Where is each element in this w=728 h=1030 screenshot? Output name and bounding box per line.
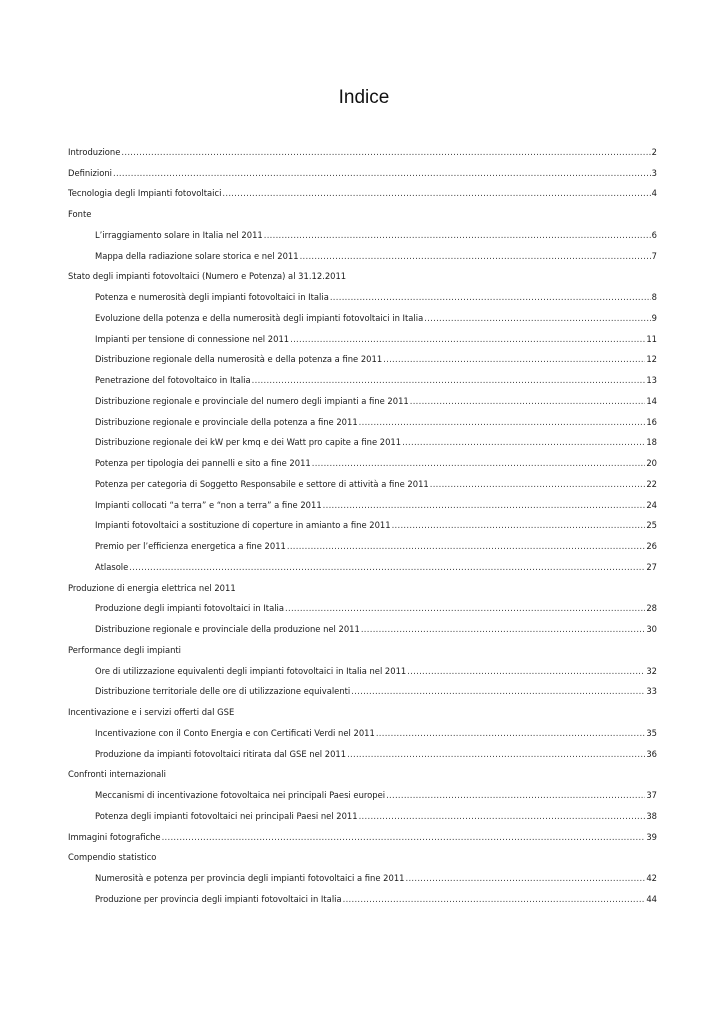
toc-subentry[interactable] [68, 677, 657, 698]
toc-subentry[interactable] [68, 594, 657, 615]
toc-entry-label: Potenza per categoria di Soggetto Responsabile e settore di attività a fine 2011 [95, 478, 429, 489]
toc-page-number: 25 [646, 520, 657, 531]
toc-entry-label: Definizioni [68, 167, 112, 178]
toc-entry-label: Potenza e numerosità degli impianti fotovoltaici in Italia [95, 292, 329, 302]
toc-dot-leader [252, 375, 646, 386]
toc-dot-leader [323, 500, 646, 511]
toc-dot-leader [392, 520, 646, 531]
toc-entry-label: Produzione da impianti fotovoltaici ritirata dal GSE nel 2011 [95, 748, 347, 759]
toc-subentry[interactable] [68, 386, 657, 407]
toc-entry-label: Meccanismi di incentivazione fotovoltaica nei principali Paesi europei [95, 790, 386, 800]
toc-page-number: 38 [646, 810, 657, 821]
toc-subentry[interactable] [68, 345, 657, 366]
toc-entry-label: Distribuzione territoriale delle ore di utilizzazione equivalenti [95, 686, 351, 697]
toc-subentry[interactable] [68, 303, 657, 324]
toc-entry-label: Mappa della radiazione solare storica e nel 2011 [95, 250, 299, 261]
toc-page-number: 22 [646, 478, 657, 489]
table-of-contents [68, 137, 657, 905]
toc-entry [68, 843, 657, 864]
toc-entry[interactable] [68, 158, 657, 179]
toc-entry-label: Ore di utilizzazione equivalenti degli impianti fotovoltaici in Italia nel 2011 [95, 665, 407, 676]
toc-page-number: 2 [651, 146, 657, 157]
toc-page-number: 14 [646, 395, 657, 406]
toc-entry-label: Produzione degli impianti fotovoltaici in Italia [95, 603, 285, 614]
toc-dot-leader [406, 873, 646, 884]
toc-dot-leader [300, 251, 651, 262]
toc-entry-label: Impianti collocati “a terra” e “non a terra” a fine 2011 [95, 499, 322, 510]
toc-entry [68, 760, 657, 781]
toc-dot-leader [383, 354, 645, 365]
toc-dot-leader [424, 313, 650, 324]
toc-entry-label: Incentivazione con il Conto Energia e con Certificati Verdi nel 2011 [95, 727, 375, 738]
toc-entry-label: Performance degli impianti [68, 644, 182, 655]
toc-subentry[interactable] [68, 884, 657, 905]
toc-entry-label: Atlasole [95, 561, 129, 572]
toc-entry-label: Distribuzione regionale della numerosità e della potenza a fine 2011 [95, 354, 383, 365]
toc-entry-label: Stato degli impianti fotovoltaici (Numero e Potenza) al 31.12.2011 [68, 271, 347, 282]
toc-entry[interactable] [68, 179, 657, 200]
toc-page-number: 13 [646, 375, 657, 385]
toc-page-number: 32 [646, 665, 657, 676]
toc-dot-leader [361, 624, 645, 635]
toc-page-number: 4 [651, 188, 657, 199]
toc-dot-leader [285, 603, 645, 614]
toc-entry-label: Produzione per provincia degli impianti fotovoltaici in Italia [95, 893, 342, 904]
toc-subentry[interactable] [68, 531, 657, 552]
toc-dot-leader [386, 790, 645, 801]
toc-entry-label: Distribuzione regionale dei kW per kmq e dei Watt pro capite a fine 2011 [95, 437, 402, 448]
toc-entry-label: Immagini fotografiche [68, 831, 161, 842]
toc-dot-leader [430, 479, 646, 490]
toc-subentry[interactable] [68, 511, 657, 532]
toc-dot-leader [287, 541, 645, 552]
toc-entry-label: Potenza degli impianti fotovoltaici nei principali Paesi nel 2011 [95, 810, 358, 821]
toc-subentry[interactable] [68, 780, 657, 801]
toc-entry-label: Incentivazione e i servizi offerti dal GSE [68, 707, 235, 717]
toc-entry-label: Produzione di energia elettrica nel 2011 [68, 582, 236, 593]
toc-subentry[interactable] [68, 365, 657, 386]
toc-page-number: 36 [646, 748, 657, 759]
toc-entry-label: Potenza per tipologia dei pannelli e sito a fine 2011 [95, 458, 311, 468]
toc-page-number: 37 [646, 790, 657, 800]
toc-dot-leader [330, 292, 651, 303]
toc-subentry[interactable] [68, 282, 657, 303]
toc-page-number: 42 [646, 873, 657, 883]
toc-dot-leader [264, 230, 651, 241]
toc-page-number: 16 [646, 416, 657, 427]
toc-subentry[interactable] [68, 324, 657, 345]
toc-page-number: 20 [646, 458, 657, 468]
toc-dot-leader [121, 147, 650, 158]
toc-dot-leader [351, 686, 645, 697]
toc-dot-leader [113, 168, 651, 179]
toc-subentry[interactable] [68, 614, 657, 635]
toc-subentry[interactable] [68, 241, 657, 262]
toc-subentry[interactable] [68, 490, 657, 511]
toc-subentry[interactable] [68, 656, 657, 677]
toc-dot-leader [312, 458, 646, 469]
page-title: Indice [338, 87, 390, 108]
toc-entry-label: Penetrazione del fotovoltaico in Italia [95, 375, 251, 385]
toc-subentry[interactable] [68, 428, 657, 449]
toc-entry-label: Tecnologia degli Impianti fotovoltaici [68, 188, 222, 199]
toc-page-number: 6 [651, 229, 657, 240]
toc-page-number: 33 [646, 686, 657, 697]
toc-page-number: 7 [651, 250, 657, 261]
toc-subentry[interactable] [68, 469, 657, 490]
toc-subentry[interactable] [68, 407, 657, 428]
toc-entry-label: Numerosità e potenza per provincia degli impianti fotovoltaici a fine 2011 [95, 873, 405, 883]
toc-entry-label: Premio per l’efficienza energetica a fine 2011 [95, 541, 286, 551]
toc-entry-label: Distribuzione regionale e provinciale della potenza a fine 2011 [95, 416, 358, 427]
toc-subentry[interactable] [68, 448, 657, 469]
toc-dot-leader [129, 562, 645, 573]
toc-entry[interactable] [68, 822, 657, 843]
toc-subentry[interactable] [68, 801, 657, 822]
toc-page-number: 39 [646, 831, 657, 842]
toc-entry-label: Impianti fotovoltaici a sostituzione di coperture in amianto a fine 2011 [95, 520, 391, 531]
toc-entry-label: Fonte [68, 209, 92, 219]
toc-entry-label: Introduzione [68, 146, 121, 157]
toc-page-number: 11 [646, 333, 657, 344]
toc-page-number: 18 [646, 437, 657, 448]
toc-entry-label: Compendio statistico [68, 852, 157, 863]
toc-subentry[interactable] [68, 552, 657, 573]
toc-page-number: 35 [646, 727, 657, 738]
toc-dot-leader [222, 188, 650, 199]
toc-page-number: 26 [646, 541, 657, 551]
toc-page-number: 27 [646, 561, 657, 572]
toc-dot-leader [162, 832, 646, 843]
toc-dot-leader [347, 749, 645, 760]
toc-page-number: 9 [651, 312, 657, 323]
toc-page-number: 8 [651, 292, 657, 302]
toc-subentry[interactable] [68, 220, 657, 241]
toc-subentry[interactable] [68, 718, 657, 739]
toc-dot-leader [290, 334, 645, 345]
toc-entry-label: Distribuzione regionale e provinciale della produzione nel 2011 [95, 624, 360, 634]
toc-entry [68, 199, 657, 220]
toc-entry-label: Confronti internazionali [68, 769, 166, 780]
toc-entry-label: Impianti per tensione di connessione nel 2011 [95, 333, 290, 344]
toc-entry-label: L’irraggiamento solare in Italia nel 2011 [95, 229, 263, 240]
toc-entry [68, 573, 657, 594]
toc-entry-label: Evoluzione della potenza e della numerosità degli impianti fotovoltaici in Italia [95, 312, 424, 323]
toc-page-number: 28 [646, 603, 657, 614]
toc-dot-leader [343, 894, 646, 905]
toc-entry [68, 262, 657, 283]
toc-subentry[interactable] [68, 863, 657, 884]
toc-dot-leader [410, 396, 646, 407]
toc-entry [68, 697, 657, 718]
toc-page-number: 30 [646, 624, 657, 634]
toc-entry-label: Distribuzione regionale e provinciale del numero degli impianti a fine 2011 [95, 395, 409, 406]
toc-entry [68, 635, 657, 656]
toc-dot-leader [359, 417, 646, 428]
toc-page-number: 44 [646, 893, 657, 904]
toc-dot-leader [376, 728, 646, 739]
toc-entry[interactable] [68, 137, 657, 158]
toc-page-number: 12 [646, 354, 657, 365]
toc-dot-leader [359, 811, 646, 822]
toc-dot-leader [407, 666, 645, 677]
toc-page-number: 24 [646, 499, 657, 510]
toc-subentry[interactable] [68, 739, 657, 760]
toc-page-number: 3 [651, 167, 657, 178]
toc-dot-leader [402, 437, 645, 448]
